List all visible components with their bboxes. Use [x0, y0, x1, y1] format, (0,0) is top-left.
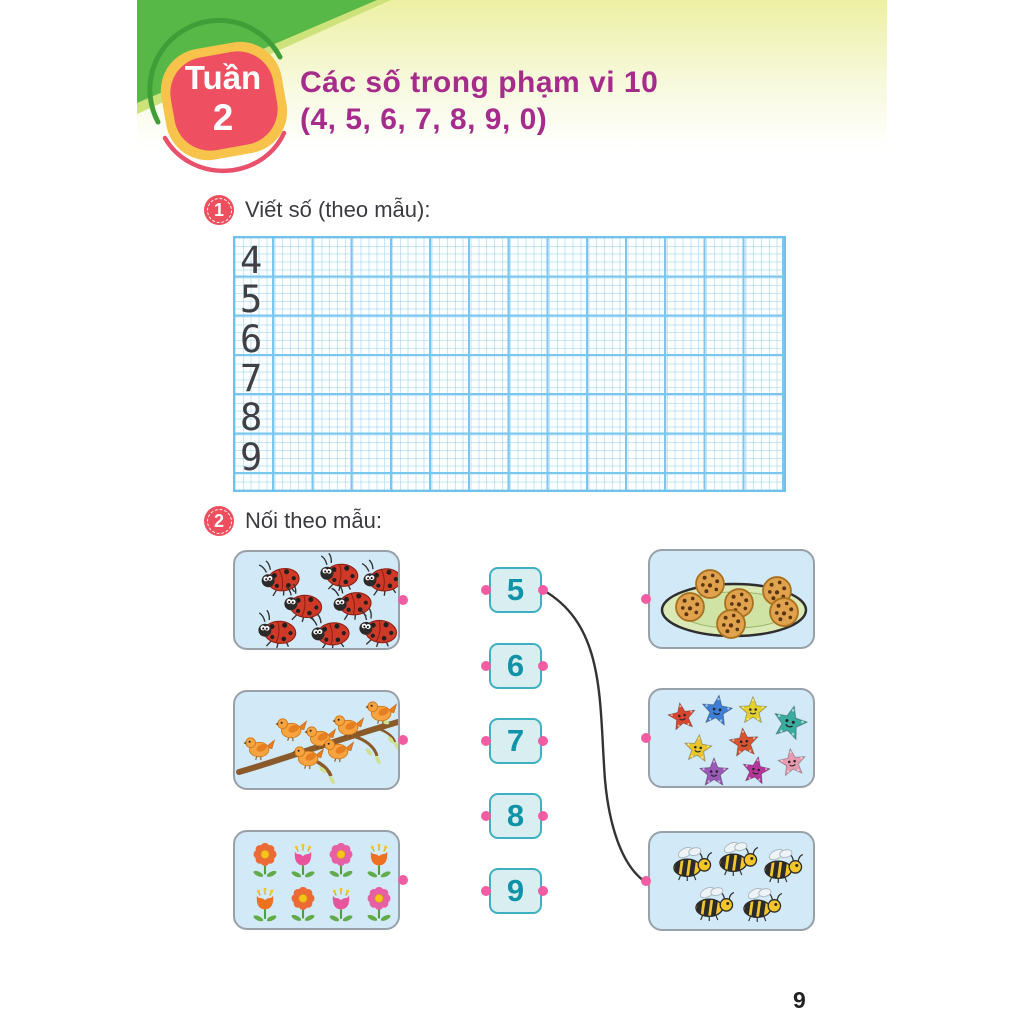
flower-icon — [291, 887, 316, 922]
starfish-icon — [777, 747, 808, 777]
tile-number: 9 — [506, 873, 525, 908]
lesson-title-line1: Các số trong phạm vi 10 — [300, 66, 659, 99]
bees-illustration — [650, 833, 813, 929]
ladybugs-illustration — [235, 552, 398, 648]
week-label: Tuần — [184, 59, 262, 96]
tile-right-dot — [538, 886, 548, 896]
ladybug-icon — [259, 557, 302, 599]
flowers-illustration — [235, 832, 398, 928]
starfish-card-dot — [641, 733, 651, 743]
starfish-illustration — [650, 690, 813, 786]
lesson-title — [300, 64, 658, 138]
starfish-icon — [700, 693, 734, 726]
birds-card-dot — [398, 735, 408, 745]
lesson-title-line2: (4, 5, 6, 7, 8, 9, 0) — [300, 103, 548, 136]
tile-left-dot — [481, 661, 491, 671]
cookie-icon — [696, 570, 724, 598]
tile-left-dot — [481, 886, 491, 896]
number-tile-6 — [489, 643, 542, 689]
ladybug-icon — [319, 553, 359, 592]
cookie-icon — [770, 598, 798, 626]
flower-icon — [329, 843, 354, 878]
cookie-icon — [717, 610, 745, 638]
flowers-card — [233, 830, 400, 930]
starfish-icon — [700, 758, 729, 785]
bees-card — [648, 831, 815, 931]
bee-icon — [673, 845, 712, 881]
ladybug-icon — [362, 558, 398, 597]
ladybug-icon — [282, 583, 323, 623]
flower-icon — [367, 844, 392, 879]
tile-right-dot — [538, 661, 548, 671]
sample-digit: 6 — [240, 317, 263, 361]
sample-digit: 4 — [240, 239, 263, 282]
tile-left-dot — [481, 585, 491, 595]
tile-right-dot — [538, 736, 548, 746]
sample-digit: 5 — [240, 278, 263, 322]
ladybug-icon — [357, 608, 398, 648]
ladybug-icon — [257, 610, 297, 648]
example-connection-line — [543, 590, 644, 881]
sample-digit: 8 — [240, 396, 263, 440]
tile-number: 7 — [506, 723, 525, 758]
exercise1-label: Viết số (theo mẫu): — [245, 197, 431, 222]
starfish-icon — [666, 700, 697, 730]
bird-icon — [243, 738, 274, 760]
tile-number: 6 — [506, 648, 525, 683]
flower-icon — [253, 888, 278, 923]
sample-digit: 9 — [240, 435, 263, 479]
ladybug-icon — [331, 581, 372, 621]
exercise2-header — [204, 506, 382, 536]
cookies-illustration — [650, 551, 813, 647]
bee-icon — [743, 886, 782, 922]
week-badge — [160, 58, 286, 138]
bee-icon — [764, 847, 803, 883]
starfish-icon — [740, 754, 771, 784]
tile-right-dot — [538, 585, 548, 595]
ladybugs-card-dot — [398, 595, 408, 605]
cookies-card — [648, 549, 815, 649]
bees-card-dot — [641, 876, 651, 886]
bee-icon — [719, 840, 758, 876]
starfish-icon — [739, 697, 766, 723]
writing-grid — [233, 236, 786, 492]
bee-icon — [695, 885, 734, 921]
starfish-icon — [770, 702, 811, 741]
birds-card — [233, 690, 400, 790]
flower-icon — [367, 887, 392, 922]
ladybug-icon — [310, 612, 350, 648]
number-tile-5 — [489, 567, 542, 613]
birds-illustration — [235, 692, 398, 788]
cookie-icon — [676, 593, 704, 621]
number-tile-9 — [489, 868, 542, 914]
exercise2-badge: 2 — [204, 506, 234, 536]
starfish-card — [648, 688, 815, 788]
flowers-card-dot — [398, 875, 408, 885]
tile-right-dot — [538, 811, 548, 821]
exercise2-label: Nối theo mẫu: — [245, 508, 382, 533]
bird-icon — [275, 719, 306, 741]
cookies-card-dot — [641, 594, 651, 604]
tile-number: 8 — [506, 798, 525, 833]
tile-left-dot — [481, 811, 491, 821]
number-tile-7 — [489, 718, 542, 764]
week-number: 2 — [212, 97, 234, 138]
page-number: 9 — [793, 987, 806, 1013]
tile-left-dot — [481, 736, 491, 746]
starfish-icon — [683, 733, 713, 762]
ladybugs-card — [233, 550, 400, 650]
exercise1-header — [204, 195, 430, 225]
flower-icon — [329, 888, 354, 923]
flower-icon — [253, 843, 278, 878]
sample-digit: 7 — [240, 356, 263, 400]
flower-icon — [291, 844, 316, 879]
starfish-icon — [728, 726, 760, 756]
exercise1-badge: 1 — [204, 195, 234, 225]
number-tile-8 — [489, 793, 542, 839]
tile-number: 5 — [506, 572, 525, 607]
